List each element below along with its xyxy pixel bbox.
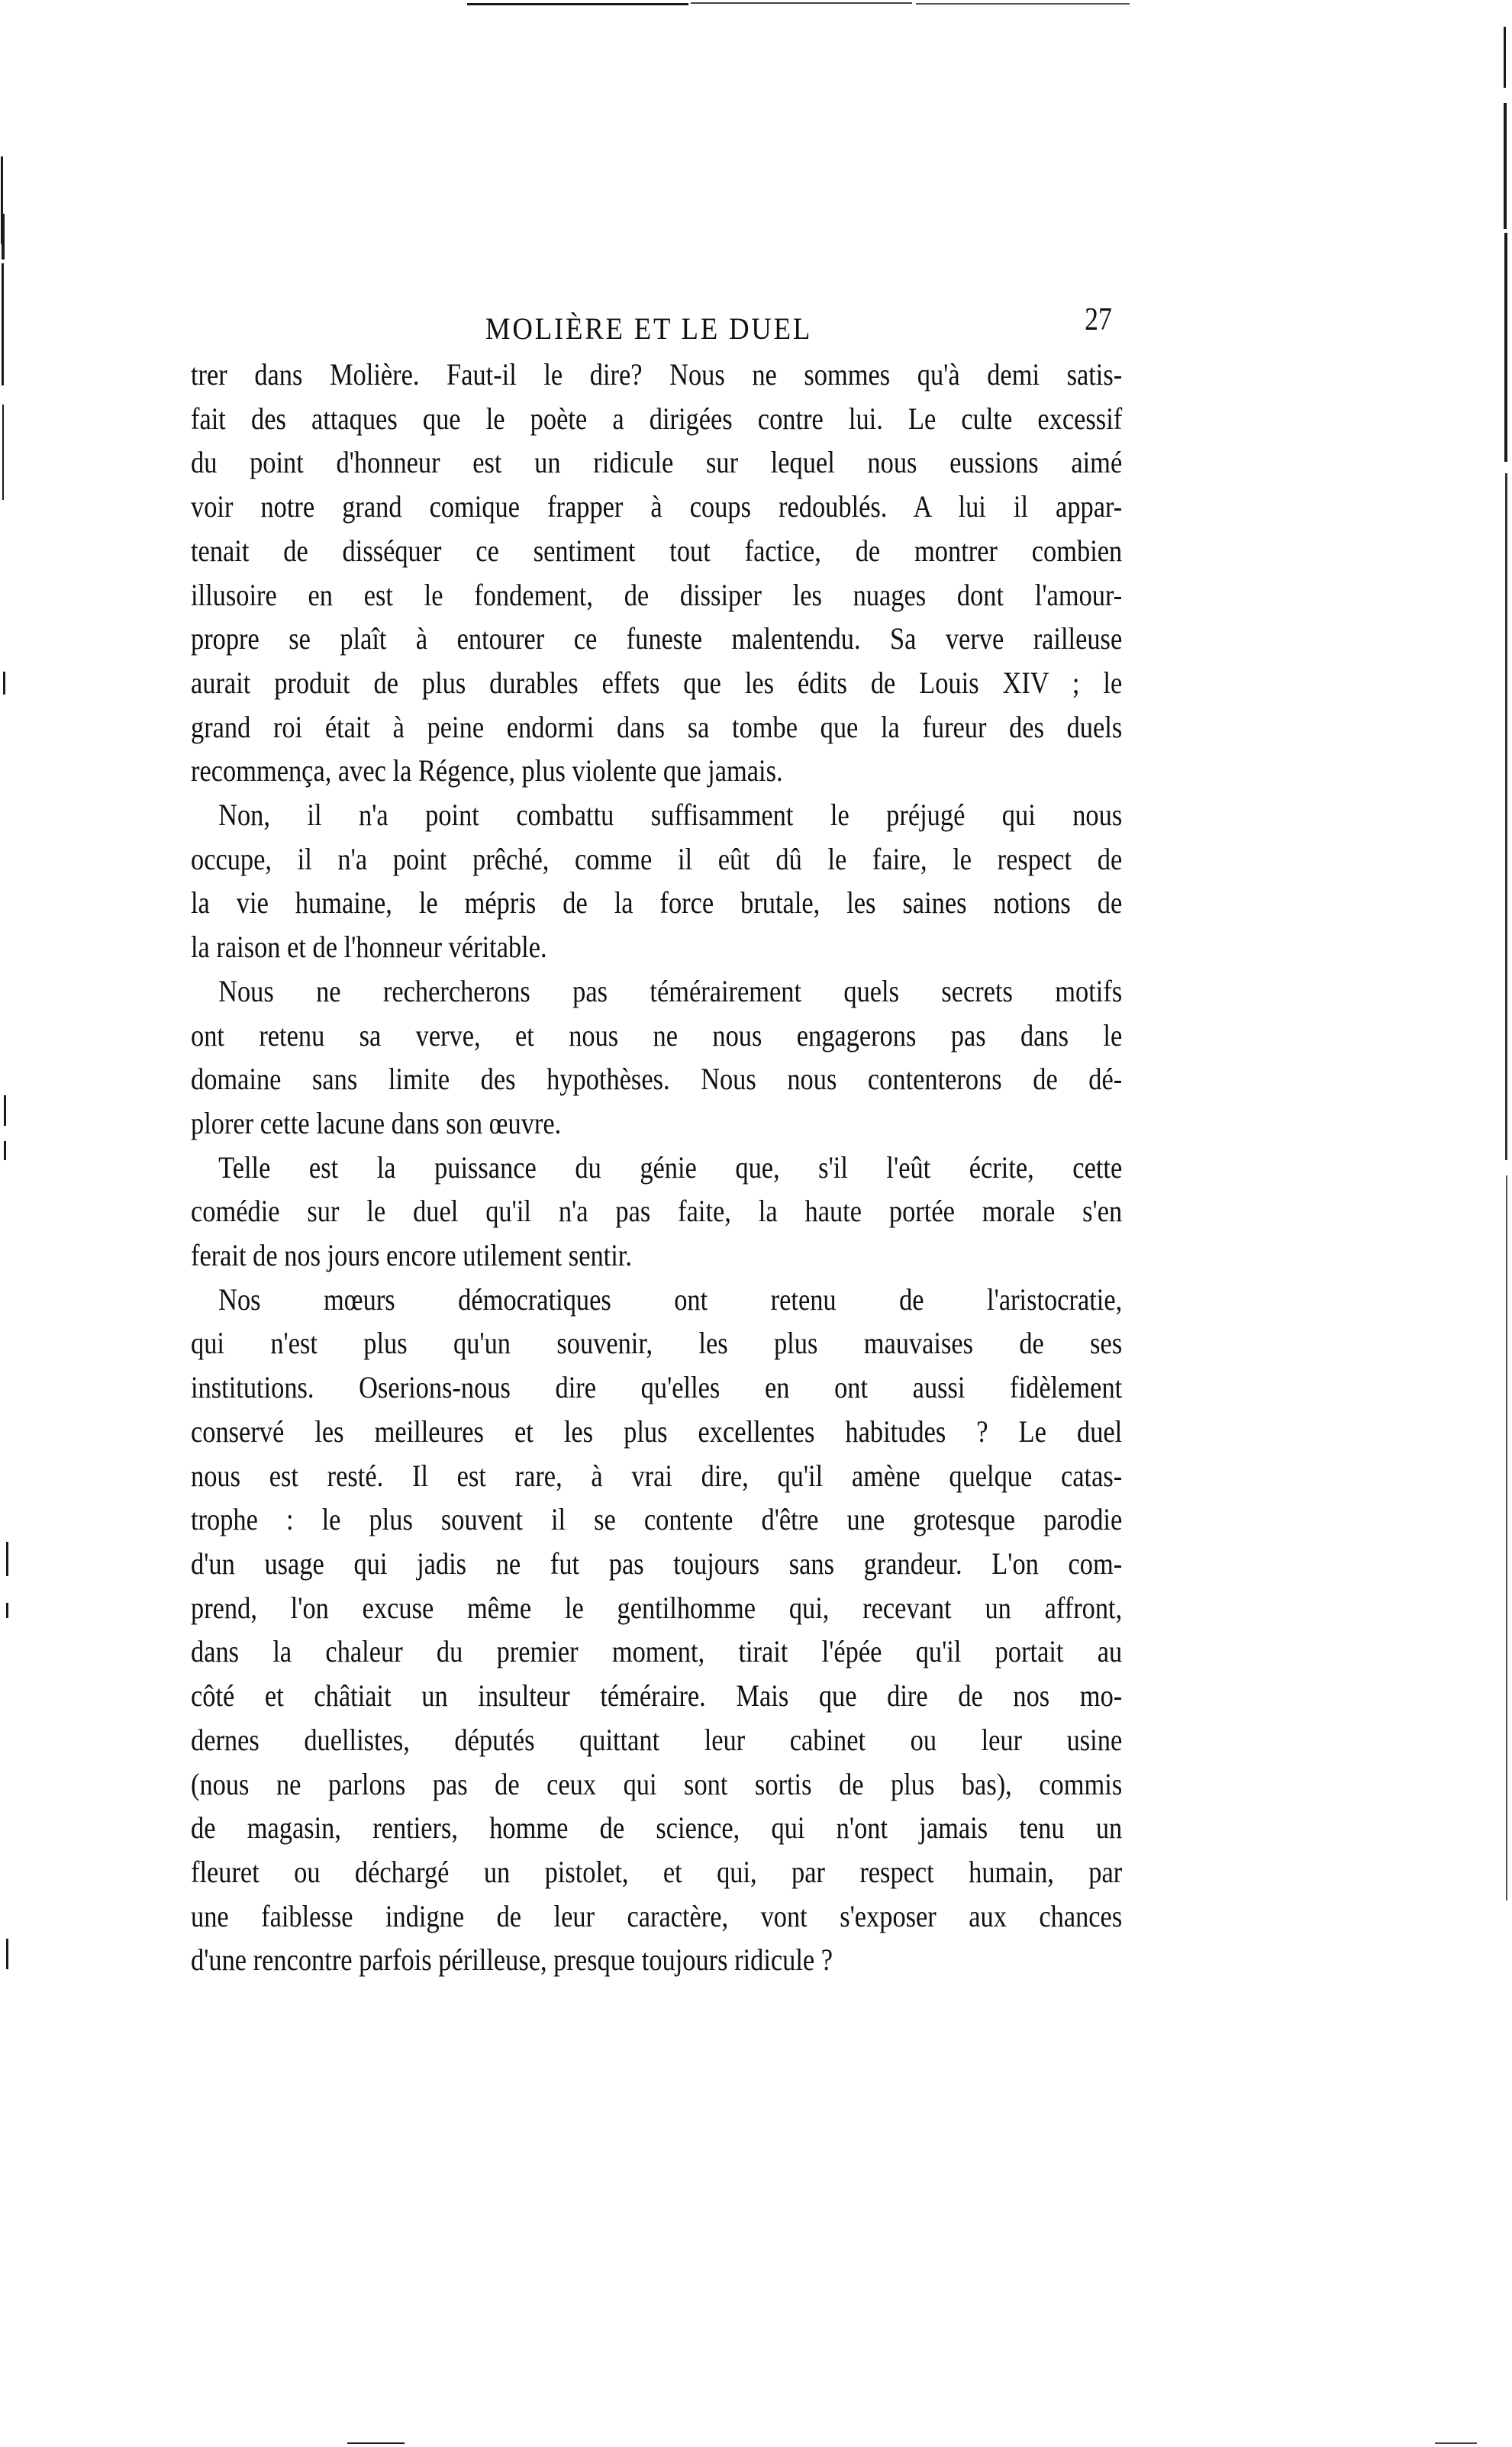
- scan-artifact-right-edge: [1504, 103, 1507, 229]
- paragraph-2: [191, 793, 1122, 969]
- scan-artifact-left-edge: [6, 1542, 8, 1576]
- text-line: d'un usage qui jadis ne fut pas toujours sans grandeur. L'on com-: [191, 1546, 1123, 1581]
- text-line: qui n'est plus qu'un souvenir, les plus mauvaises de ses: [191, 1326, 1123, 1361]
- scan-artifact-right-edge: [1505, 473, 1507, 1160]
- scan-artifact-left-edge: [4, 1095, 6, 1126]
- scan-artifact-left-edge: [3, 672, 5, 695]
- text-line: comédie sur le duel qu'il n'a pas faite, la haute portée morale s'en: [191, 1194, 1123, 1229]
- scan-artifact-left-edge: [4, 1141, 6, 1160]
- text-line: la raison et de l'honneur véritable.: [191, 930, 547, 965]
- scan-artifact-bottom-rule: [1435, 2442, 1477, 2444]
- scan-artifact-left-edge: [6, 1603, 8, 1618]
- running-title: MOLIÈRE ET LE DUEL: [485, 311, 813, 346]
- scan-artifact-bottom-rule: [347, 2442, 405, 2444]
- text-line: aurait produit de plus durables effets que les édits de Louis XIV ; le: [191, 665, 1123, 700]
- scan-artifact-top-rule: [691, 2, 912, 4]
- text-line: propre se plaît à entourer ce funeste malentendu. Sa verve railleuse: [191, 621, 1123, 656]
- text-line: recommença, avec la Régence, plus violente que jamais.: [191, 753, 783, 788]
- text-line: Nos mœurs démocratiques ont retenu de l'aristocratie,: [218, 1282, 1123, 1317]
- text-line: dans la chaleur du premier moment, tirait l'épée qu'il portait au: [191, 1634, 1123, 1669]
- scan-artifact-right-edge: [1504, 27, 1506, 88]
- text-line: ont retenu sa verve, et nous ne nous engagerons pas dans le: [191, 1017, 1123, 1053]
- paragraph-3: [191, 969, 1122, 1146]
- text-line: grand roi était à peine endormi dans sa tombe que la fureur des duels: [191, 709, 1123, 744]
- scan-artifact-right-edge: [1506, 1175, 1507, 1901]
- text-line: de magasin, rentiers, homme de science, qui n'ont jamais tenu un: [191, 1810, 1123, 1846]
- paragraph-1: [191, 353, 1122, 793]
- text-line: côté et châtiait un insulteur téméraire. Mais que dire de nos mo-: [191, 1678, 1123, 1714]
- text-line: Non, il n'a point combattu suffisamment le préjugé qui nous: [218, 798, 1123, 833]
- text-line: plorer cette lacune dans son œuvre.: [191, 1105, 562, 1140]
- text-line: illusoire en est le fondement, de dissiper les nuages dont l'amour-: [191, 577, 1123, 612]
- text-line: tenait de disséquer ce sentiment tout factice, de montrer combien: [191, 533, 1123, 568]
- text-line: trer dans Molière. Faut-il le dire? Nous ne sommes qu'à demi satis-: [191, 357, 1123, 392]
- text-line: ferait de nos jours encore utilement sentir.: [191, 1238, 632, 1273]
- body-text: [191, 353, 1122, 1982]
- text-line: nous est resté. Il est rare, à vrai dire, qu'il amène quelque catas-: [191, 1458, 1123, 1493]
- text-line: prend, l'on excuse même le gentilhomme qui, recevant un affront,: [191, 1590, 1123, 1625]
- text-line: occupe, il n'a point prêché, comme il eût dû le faire, le respect de: [191, 841, 1123, 876]
- text-line: du point d'honneur est un ridicule sur lequel nous eussions aimé: [191, 445, 1123, 480]
- text-line: fait des attaques que le poète a dirigées contre lui. Le culte excessif: [191, 401, 1123, 436]
- text-line: trophe : le plus souvent il se contente d'être une grotesque parodie: [191, 1502, 1123, 1537]
- scan-artifact-left-edge: [6, 1939, 8, 1969]
- running-head: [0, 301, 1512, 347]
- text-line: fleuret ou déchargé un pistolet, et qui, par respect humain, par: [191, 1854, 1123, 1889]
- scan-artifact-top-rule: [916, 3, 1130, 5]
- text-line: Telle est la puissance du génie que, s'il l'eût écrite, cette: [218, 1149, 1123, 1185]
- text-line: voir notre grand comique frapper à coups redoublés. A lui il appar-: [191, 489, 1123, 524]
- scan-artifact-left-edge: [2, 214, 5, 260]
- scan-artifact-right-edge: [1504, 233, 1507, 462]
- scan-artifact-left-edge: [2, 405, 4, 500]
- paragraph-5: [191, 1278, 1122, 1982]
- text-line: d'une rencontre parfois périlleuse, presque toujours ridicule ?: [191, 1942, 833, 1978]
- text-line: institutions. Oserions-nous dire qu'elles en ont aussi fidèlement: [191, 1370, 1123, 1405]
- text-line: Nous ne rechercherons pas témérairement quels secrets motifs: [218, 973, 1123, 1008]
- scan-artifact-top-rule: [467, 3, 688, 5]
- text-line: (nous ne parlons pas de ceux qui sont sortis de plus bas), commis: [191, 1766, 1123, 1801]
- text-line: conservé les meilleures et les plus excellentes habitudes ? Le duel: [191, 1414, 1123, 1449]
- paragraph-4: [191, 1146, 1122, 1278]
- text-line: une faiblesse indigne de leur caractère, vont s'exposer aux chances: [191, 1898, 1123, 1933]
- text-line: la vie humaine, le mépris de la force brutale, les saines notions de: [191, 885, 1123, 920]
- text-line: dernes duellistes, députés quittant leur cabinet ou leur usine: [191, 1722, 1123, 1757]
- page-number: 27: [1085, 302, 1112, 337]
- text-line: domaine sans limite des hypothèses. Nous nous contenterons de dé-: [191, 1062, 1123, 1097]
